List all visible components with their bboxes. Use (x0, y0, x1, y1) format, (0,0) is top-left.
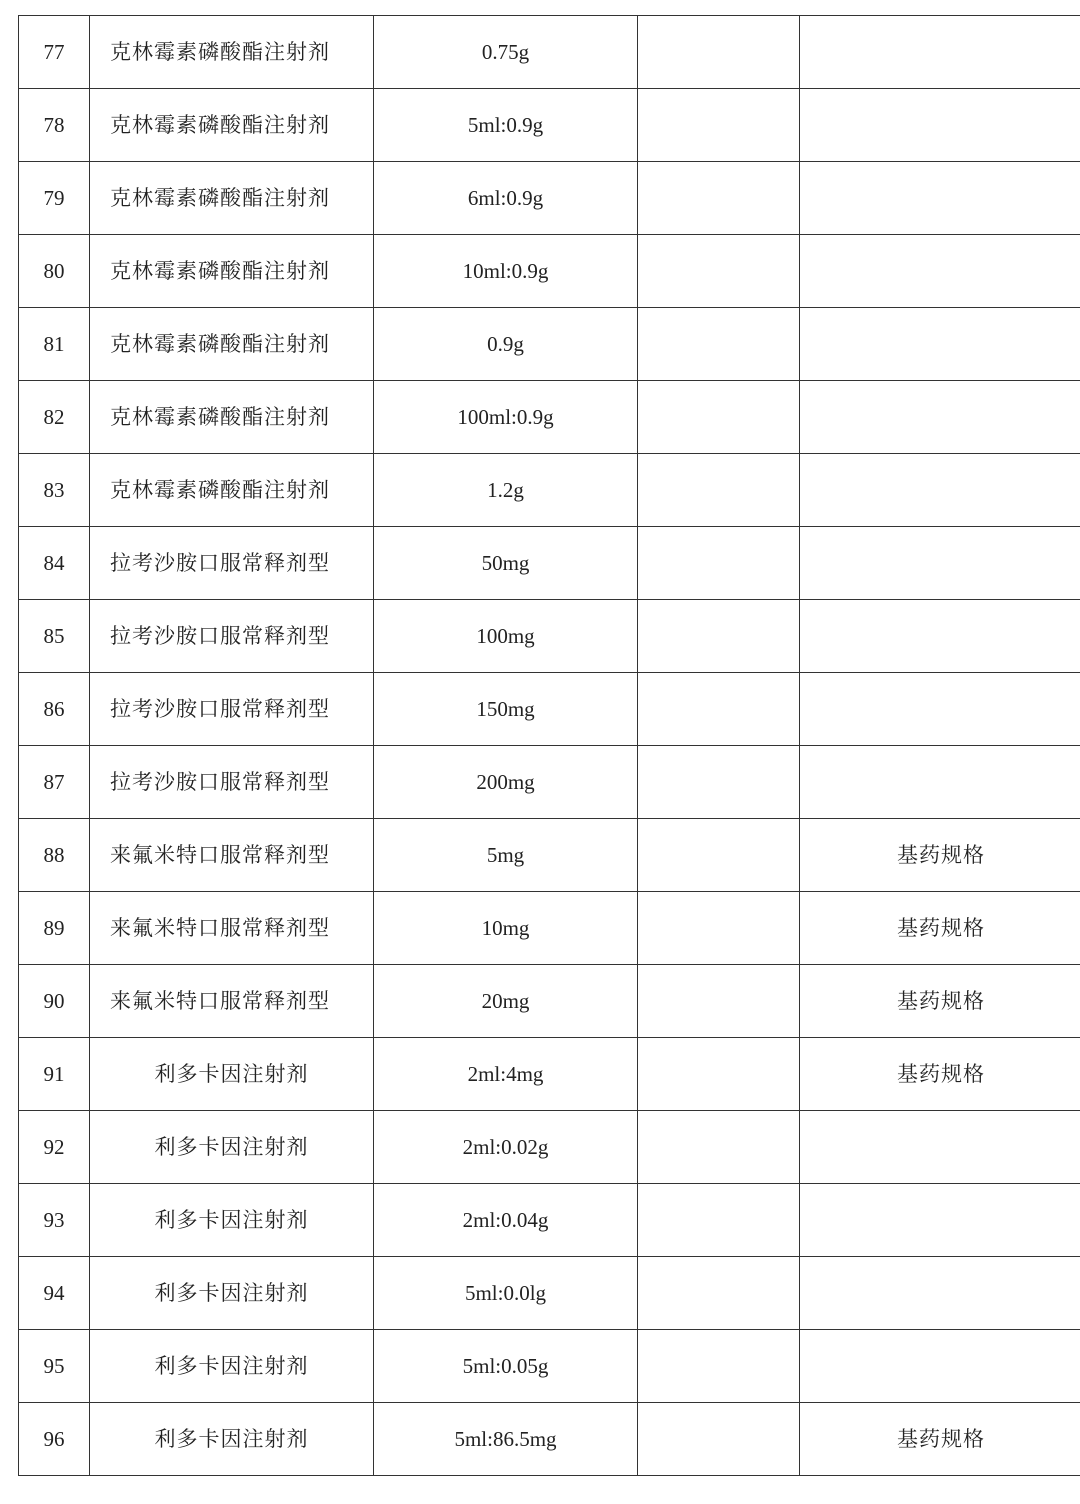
table-row (19, 89, 1080, 162)
drug-spec-cell: 50mg (374, 527, 638, 600)
table-row (19, 600, 1080, 673)
drug-spec-cell: 150mg (374, 673, 638, 746)
blank-cell (638, 1038, 800, 1111)
table-row (19, 1184, 1080, 1257)
note-cell (800, 1184, 1080, 1257)
drug-spec-cell: 20mg (374, 965, 638, 1038)
drug-spec-cell: 2ml:4mg (374, 1038, 638, 1111)
blank-cell (638, 600, 800, 673)
row-number-cell: 89 (19, 892, 90, 965)
blank-cell (638, 1330, 800, 1403)
drug-name-cell: 利多卡因注射剂 (90, 1403, 374, 1476)
note-cell (800, 673, 1080, 746)
drug-name-cell: 克林霉素磷酸酯注射剂 (90, 454, 374, 527)
row-number-cell: 88 (19, 819, 90, 892)
table-row (19, 1111, 1080, 1184)
note-cell: 基药规格 (800, 892, 1080, 965)
drug-name-cell: 拉考沙胺口服常释剂型 (90, 673, 374, 746)
note-cell (800, 16, 1080, 89)
table-row (19, 819, 1080, 892)
table-row (19, 308, 1080, 381)
note-cell (800, 454, 1080, 527)
row-number-cell: 91 (19, 1038, 90, 1111)
table-row (19, 965, 1080, 1038)
table-row (19, 746, 1080, 819)
drug-spec-cell: 100mg (374, 600, 638, 673)
drug-name-cell: 拉考沙胺口服常释剂型 (90, 527, 374, 600)
drug-name-cell: 利多卡因注射剂 (90, 1330, 374, 1403)
row-number-cell: 93 (19, 1184, 90, 1257)
row-number-cell: 80 (19, 235, 90, 308)
blank-cell (638, 308, 800, 381)
blank-cell (638, 673, 800, 746)
drug-name-cell: 利多卡因注射剂 (90, 1184, 374, 1257)
drug-spec-cell: 2ml:0.02g (374, 1111, 638, 1184)
drug-spec-cell: 5ml:86.5mg (374, 1403, 638, 1476)
drug-spec-cell: 10mg (374, 892, 638, 965)
table-body (19, 16, 1080, 1476)
blank-cell (638, 1111, 800, 1184)
drug-name-cell: 拉考沙胺口服常释剂型 (90, 600, 374, 673)
blank-cell (638, 454, 800, 527)
row-number-cell: 78 (19, 89, 90, 162)
drug-spec-cell: 2ml:0.04g (374, 1184, 638, 1257)
table-row (19, 381, 1080, 454)
note-cell (800, 1330, 1080, 1403)
note-cell: 基药规格 (800, 1038, 1080, 1111)
note-cell: 基药规格 (800, 1403, 1080, 1476)
drug-spec-cell: 5ml:0.9g (374, 89, 638, 162)
drug-name-cell: 克林霉素磷酸酯注射剂 (90, 89, 374, 162)
drug-name-cell: 来氟米特口服常释剂型 (90, 965, 374, 1038)
note-cell (800, 381, 1080, 454)
row-number-cell: 82 (19, 381, 90, 454)
drug-spec-cell: 5ml:0.0lg (374, 1257, 638, 1330)
table-row (19, 454, 1080, 527)
row-number-cell: 84 (19, 527, 90, 600)
blank-cell (638, 1184, 800, 1257)
drug-spec-cell: 1.2g (374, 454, 638, 527)
blank-cell (638, 746, 800, 819)
note-cell (800, 1111, 1080, 1184)
note-cell (800, 308, 1080, 381)
row-number-cell: 83 (19, 454, 90, 527)
blank-cell (638, 892, 800, 965)
drug-name-cell: 拉考沙胺口服常释剂型 (90, 746, 374, 819)
note-cell (800, 746, 1080, 819)
row-number-cell: 79 (19, 162, 90, 235)
drug-name-cell: 来氟米特口服常释剂型 (90, 819, 374, 892)
drug-spec-table (18, 15, 1080, 1476)
blank-cell (638, 1257, 800, 1330)
row-number-cell: 85 (19, 600, 90, 673)
row-number-cell: 87 (19, 746, 90, 819)
table-row (19, 673, 1080, 746)
table-row (19, 1403, 1080, 1476)
drug-spec-cell: 0.75g (374, 16, 638, 89)
drug-spec-cell: 100ml:0.9g (374, 381, 638, 454)
table-row (19, 16, 1080, 89)
drug-spec-cell: 6ml:0.9g (374, 162, 638, 235)
table-row (19, 1257, 1080, 1330)
row-number-cell: 96 (19, 1403, 90, 1476)
drug-name-cell: 克林霉素磷酸酯注射剂 (90, 235, 374, 308)
drug-spec-cell: 10ml:0.9g (374, 235, 638, 308)
note-cell (800, 162, 1080, 235)
table-row (19, 1038, 1080, 1111)
row-number-cell: 77 (19, 16, 90, 89)
note-cell: 基药规格 (800, 965, 1080, 1038)
drug-spec-cell: 5mg (374, 819, 638, 892)
row-number-cell: 86 (19, 673, 90, 746)
note-cell (800, 527, 1080, 600)
note-cell (800, 235, 1080, 308)
drug-name-cell: 利多卡因注射剂 (90, 1111, 374, 1184)
row-number-cell: 95 (19, 1330, 90, 1403)
row-number-cell: 94 (19, 1257, 90, 1330)
blank-cell (638, 819, 800, 892)
drug-name-cell: 克林霉素磷酸酯注射剂 (90, 16, 374, 89)
drug-spec-cell: 200mg (374, 746, 638, 819)
table-row (19, 162, 1080, 235)
blank-cell (638, 16, 800, 89)
note-cell (800, 1257, 1080, 1330)
blank-cell (638, 965, 800, 1038)
table-row (19, 1330, 1080, 1403)
row-number-cell: 90 (19, 965, 90, 1038)
note-cell (800, 89, 1080, 162)
drug-spec-cell: 0.9g (374, 308, 638, 381)
row-number-cell: 92 (19, 1111, 90, 1184)
blank-cell (638, 162, 800, 235)
blank-cell (638, 1403, 800, 1476)
blank-cell (638, 89, 800, 162)
drug-name-cell: 来氟米特口服常释剂型 (90, 892, 374, 965)
drug-name-cell: 克林霉素磷酸酯注射剂 (90, 308, 374, 381)
drug-name-cell: 克林霉素磷酸酯注射剂 (90, 381, 374, 454)
blank-cell (638, 235, 800, 308)
drug-name-cell: 利多卡因注射剂 (90, 1038, 374, 1111)
drug-name-cell: 克林霉素磷酸酯注射剂 (90, 162, 374, 235)
table-row (19, 235, 1080, 308)
drug-name-cell: 利多卡因注射剂 (90, 1257, 374, 1330)
blank-cell (638, 381, 800, 454)
table-row (19, 892, 1080, 965)
note-cell: 基药规格 (800, 819, 1080, 892)
blank-cell (638, 527, 800, 600)
note-cell (800, 600, 1080, 673)
table-row (19, 527, 1080, 600)
row-number-cell: 81 (19, 308, 90, 381)
drug-spec-cell: 5ml:0.05g (374, 1330, 638, 1403)
